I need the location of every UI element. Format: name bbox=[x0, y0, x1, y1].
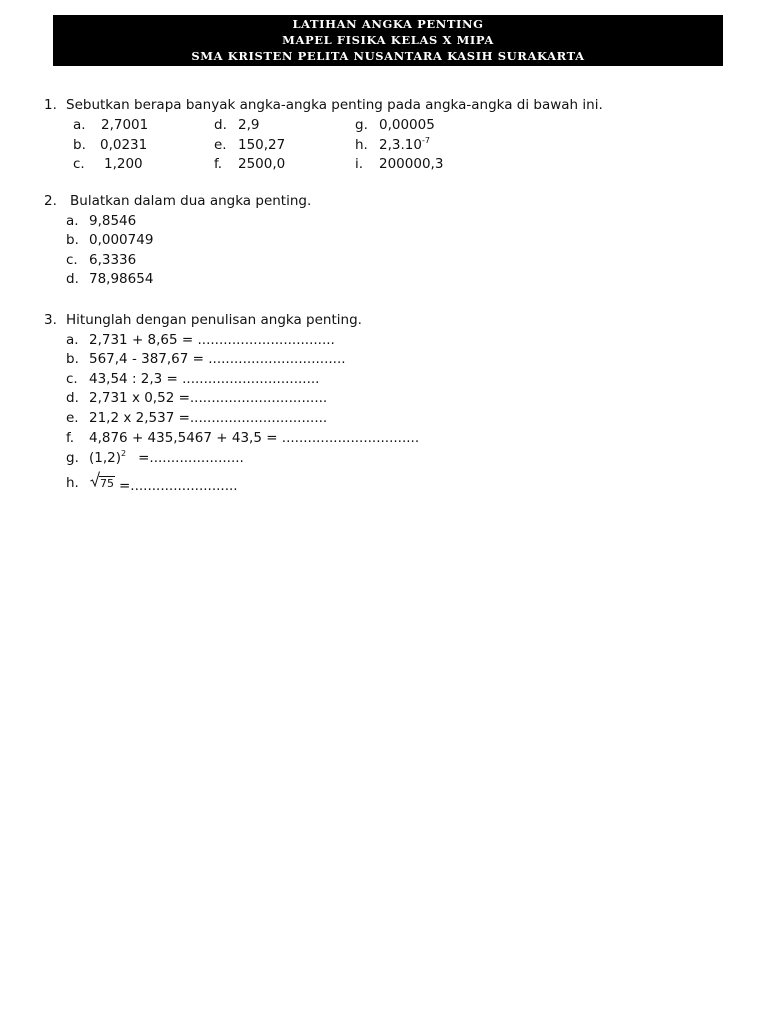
question-1 bbox=[44, 96, 694, 176]
item-value: 2,9 bbox=[238, 117, 260, 133]
item-letter: f. bbox=[214, 156, 223, 173]
radical-sign-icon bbox=[90, 471, 100, 487]
list-item bbox=[66, 474, 666, 494]
item-exponent: -7 bbox=[421, 135, 430, 145]
answer-blank: =......................... bbox=[119, 478, 238, 494]
item-letter: c. bbox=[66, 370, 78, 387]
item-letter: c. bbox=[73, 156, 85, 173]
item-expression: 2,731 + 8,65 = ................................ bbox=[89, 331, 335, 348]
list-item bbox=[66, 212, 666, 232]
radicand: 75 bbox=[100, 477, 114, 490]
header-title: LATIHAN ANGKA PENTING bbox=[292, 17, 484, 31]
list-item bbox=[66, 429, 666, 449]
list-item bbox=[66, 370, 666, 390]
item-letter: e. bbox=[66, 410, 79, 426]
item-base: (1,2) bbox=[89, 450, 122, 466]
question-2 bbox=[44, 192, 694, 292]
item-expression: 21,2 x 2,537 =................................ bbox=[89, 410, 328, 426]
worksheet-header bbox=[53, 15, 723, 66]
item-value: 2,7001 bbox=[101, 117, 149, 133]
item-letter: e. bbox=[214, 136, 227, 153]
square-root-symbol bbox=[90, 474, 115, 494]
item-value: 0,0231 bbox=[100, 136, 148, 153]
item-expression: 2,731 x 0,52 =................................ bbox=[89, 390, 328, 407]
list-item bbox=[66, 350, 666, 370]
item-letter: a. bbox=[73, 117, 86, 133]
list-item bbox=[66, 389, 666, 409]
item-value: 6,3336 bbox=[89, 251, 137, 268]
item-letter: h. bbox=[355, 136, 368, 153]
item-letter: h. bbox=[66, 475, 79, 491]
list-item bbox=[66, 449, 666, 469]
item-expression: 43,54 : 2,3 = ................................ bbox=[89, 370, 320, 387]
item-letter: b. bbox=[66, 232, 79, 249]
item-letter: b. bbox=[66, 351, 79, 368]
list-item bbox=[66, 270, 666, 290]
question-number: 3. bbox=[44, 312, 57, 328]
item-value: 200000,3 bbox=[379, 156, 444, 173]
answer-blank: =...................... bbox=[138, 450, 244, 466]
item-letter: d. bbox=[66, 271, 79, 288]
item-expression bbox=[90, 474, 238, 497]
item-exponent: 2 bbox=[121, 449, 127, 458]
question-text: Sebutkan berapa banyak angka-angka penting pada angka-angka di bawah ini. bbox=[66, 97, 603, 113]
item-value: 9,8546 bbox=[89, 212, 137, 229]
list-item bbox=[66, 409, 666, 429]
header-school: SMA KRISTEN PELITA NUSANTARA KASIH SURAKARTA bbox=[191, 49, 585, 63]
item-value: 0,000749 bbox=[89, 232, 154, 249]
header-subject: MAPEL FISIKA KELAS X MIPA bbox=[282, 33, 494, 47]
list-item bbox=[66, 331, 666, 351]
item-letter: b. bbox=[73, 136, 86, 153]
item-letter: d. bbox=[214, 117, 227, 133]
item-letter: a. bbox=[66, 212, 79, 229]
item-expression bbox=[89, 449, 244, 469]
item-letter: f. bbox=[66, 429, 75, 446]
item-letter: i. bbox=[355, 156, 364, 173]
item-value: 2500,0 bbox=[238, 156, 286, 173]
answer-row bbox=[66, 136, 666, 156]
question-text: Bulatkan dalam dua angka penting. bbox=[70, 193, 312, 209]
list-item bbox=[66, 251, 666, 271]
answer-row bbox=[66, 116, 666, 136]
item-expression: 4,876 + 435,5467 + 43,5 = ................................ bbox=[89, 429, 420, 446]
item-value: 1,200 bbox=[104, 156, 143, 173]
question-text: Hitunglah dengan penulisan angka penting. bbox=[66, 312, 362, 328]
item-value: 78,98654 bbox=[89, 271, 154, 288]
question-number: 2. bbox=[44, 193, 57, 209]
item-base: 2,3.10 bbox=[379, 136, 422, 153]
item-letter: c. bbox=[66, 251, 78, 268]
item-letter: a. bbox=[66, 331, 79, 348]
item-expression: 567,4 - 387,67 = ................................ bbox=[89, 351, 346, 368]
item-letter: d. bbox=[66, 390, 79, 407]
item-letter: g. bbox=[66, 450, 79, 466]
item-value: 0,00005 bbox=[379, 117, 435, 133]
item-value: 150,27 bbox=[238, 136, 286, 153]
answer-row bbox=[66, 155, 666, 175]
question-number: 1. bbox=[44, 97, 57, 113]
item-value bbox=[379, 136, 430, 156]
item-letter: g. bbox=[355, 117, 368, 133]
list-item bbox=[66, 231, 666, 251]
question-3 bbox=[44, 311, 694, 501]
